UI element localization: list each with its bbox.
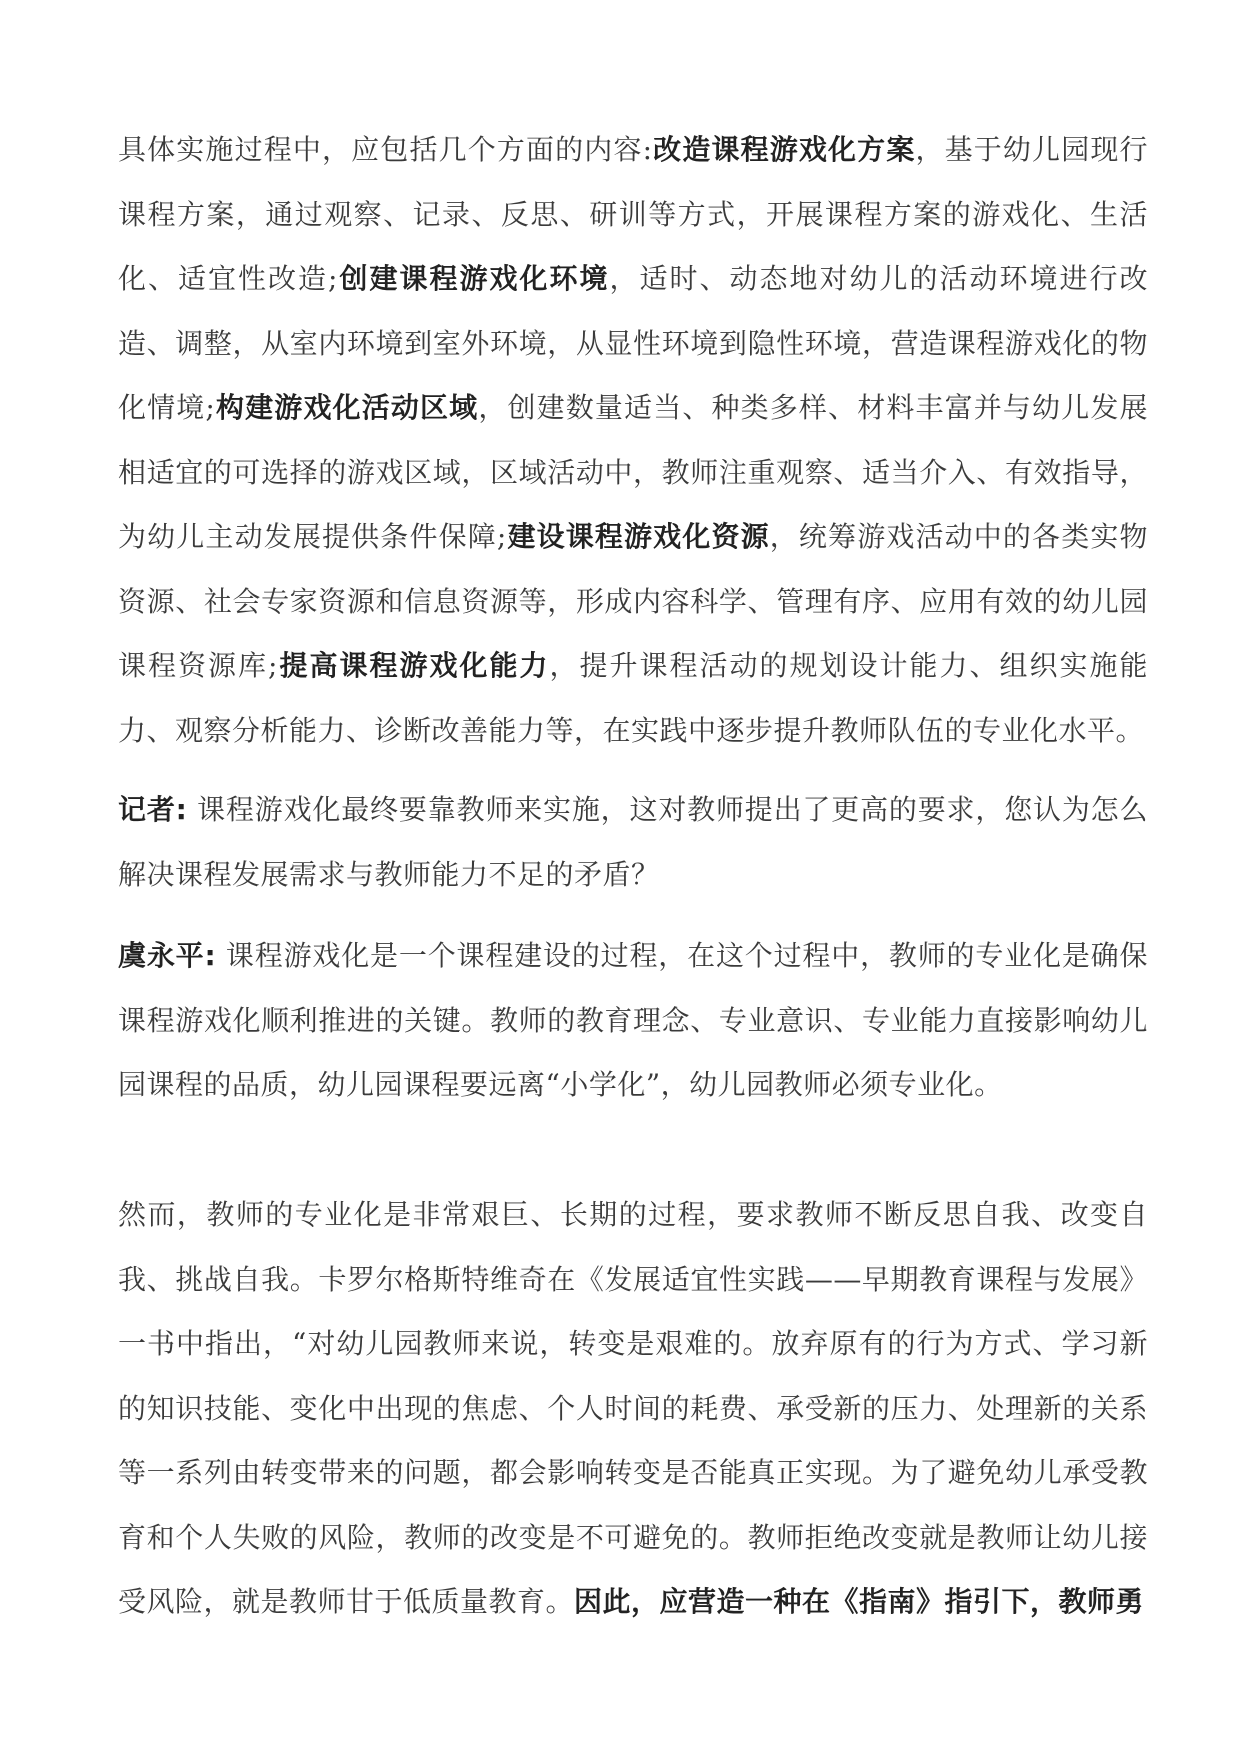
speaker-yu-yongping: 虞永平:: [118, 939, 217, 972]
bold-conclusion: 因此，应营造一种在《指南》指引下，教师勇: [574, 1585, 1145, 1618]
text-segment: ，统筹游戏活动中的各类实物资源、社会专家资源和信息资源等，形成内容科学、管理有序、应用有效的幼儿园课程资源库;: [118, 520, 1148, 682]
speaker-reporter: 记者:: [118, 793, 188, 826]
bold-heading-environment: 创建课程游戏化环境: [337, 262, 610, 295]
paragraph-professionalization: [118, 1183, 1148, 1635]
text-segment: ，适时、动态地对幼儿的活动环境进行改造、调整，从室内环境到室外环境，从显性环境到隐性环境，营造课程游戏化的物化情境;: [118, 262, 1148, 424]
body-text: 然而，教师的专业化是非常艰巨、长期的过程，要求教师不断反思自我、改变自我、挑战自我。卡罗尔格斯特维奇在《发展适宜性实践——早期教育课程与发展》一书中指出，“对幼儿园教师来说，转变是艰难的。放弃原有的行为方式、学习新的知识技能、变化中出现的焦虑、个人时间的耗费、承受新的压力、处理新的关系等一系列由转变带来的问题，都会影响转变是否能真正实现。为了避免幼儿承受教育和个人失败的风险，教师的改变是不可避免的。教师拒绝改变就是教师让幼儿接受风险，就是教师甘于低质量教育。: [118, 1198, 1148, 1618]
paragraph-implementation: [118, 118, 1148, 763]
bold-heading-resources: 建设课程游戏化资源: [506, 520, 770, 553]
bold-heading-areas: 构建游戏化活动区域: [215, 391, 479, 424]
paragraph-answer: [118, 924, 1148, 1118]
text-segment: 具体实施过程中，应包括几个方面的内容:: [118, 133, 653, 166]
text-segment: ，基于幼儿园现行课程方案，通过观察、记录、反思、研训等方式，开展课程方案的游戏化、生活化、适宜性改造;: [118, 133, 1148, 295]
bold-heading-ability: 提高课程游戏化能力: [277, 649, 550, 682]
bold-heading-scheme: 改造课程游戏化方案: [652, 133, 916, 166]
text-segment: ，创建数量适当、种类多样、材料丰富并与幼儿发展相适宜的可选择的游戏区域，区域活动中，教师注重观察、适当介入、有效指导，为幼儿主动发展提供条件保障;: [118, 391, 1148, 553]
text-segment: ，提升课程活动的规划设计能力、组织实施能力、观察分析能力、诊断改善能力等，在实践中逐步提升教师队伍的专业化水平。: [118, 649, 1148, 747]
answer-text: 课程游戏化是一个课程建设的过程，在这个过程中，教师的专业化是确保课程游戏化顺利推进的关键。教师的教育理念、专业意识、专业能力直接影响幼儿园课程的品质，幼儿园课程要远离“小学化”，幼儿园教师必须专业化。: [118, 939, 1149, 1101]
paragraph-reporter-question: [118, 778, 1148, 907]
question-text: 课程游戏化最终要靠教师来实施，这对教师提出了更高的要求，您认为怎么解决课程发展需求与教师能力不足的矛盾？: [118, 793, 1148, 891]
